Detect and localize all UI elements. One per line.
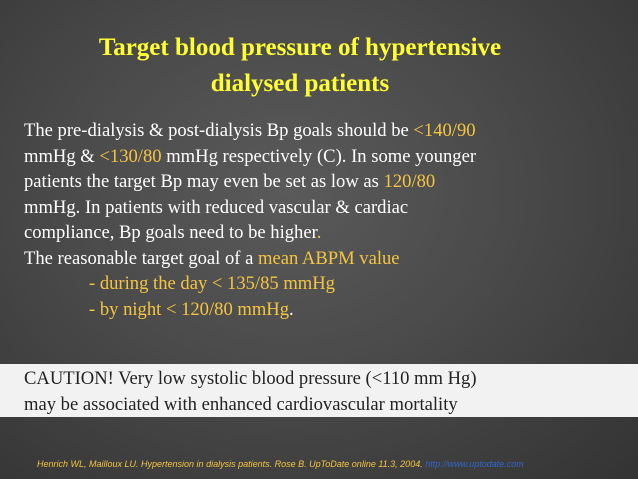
caution-line-1: CAUTION! Very low systolic blood pressure (<110 mm Hg) [24,368,477,389]
text-run: mmHg. In patients with reduced vascular & cardiac [24,196,409,218]
body-line [24,169,636,195]
caution-line-2: may be associated with enhanced cardiovascular mortality [24,393,458,415]
body-line [24,246,636,272]
text-run: The reasonable target goal of a [24,247,259,269]
title-line-1: Target blood pressure of hypertensive [98,34,502,61]
body-line [24,195,636,221]
citation-text: Henrich WL, Mailloux LU. Hypertension in dialysis patients. Rose B. UpToDate online 11.3, 2004. [37,459,426,469]
title-line-2: dialysed patients [210,70,390,97]
highlight-bp-value: <130/80 [99,145,162,167]
highlight-night: - by night < 120/80 mmHg [89,298,290,320]
bullet-day: - during the day < 135/85 mmHg [89,273,335,294]
highlight-bp-value: 120/80 [383,171,436,192]
text-run: . [289,298,294,320]
bullet-night [24,297,636,323]
highlight-bp-value: <140/90 [413,120,476,141]
slide-title [0,30,600,102]
body-line [24,144,636,170]
highlight-abpm: mean ABPM value [258,247,400,269]
footer-citation [37,459,637,469]
body-text [24,118,636,322]
caution-text [24,366,636,417]
citation-link[interactable]: http://www.uptodate.com [425,459,524,469]
body-line [24,220,636,246]
text-run: patients the target Bp may even be set as low as [24,171,384,192]
text-run: mmHg respectively (C). In some younger [161,145,477,167]
body-line [24,118,636,144]
text-run: The pre-dialysis & post-dialysis Bp goals should be [24,120,414,141]
text-run: mmHg & [24,145,100,167]
text-run: compliance, Bp goals need to be higher [24,222,317,243]
highlight-period: . [316,222,322,243]
